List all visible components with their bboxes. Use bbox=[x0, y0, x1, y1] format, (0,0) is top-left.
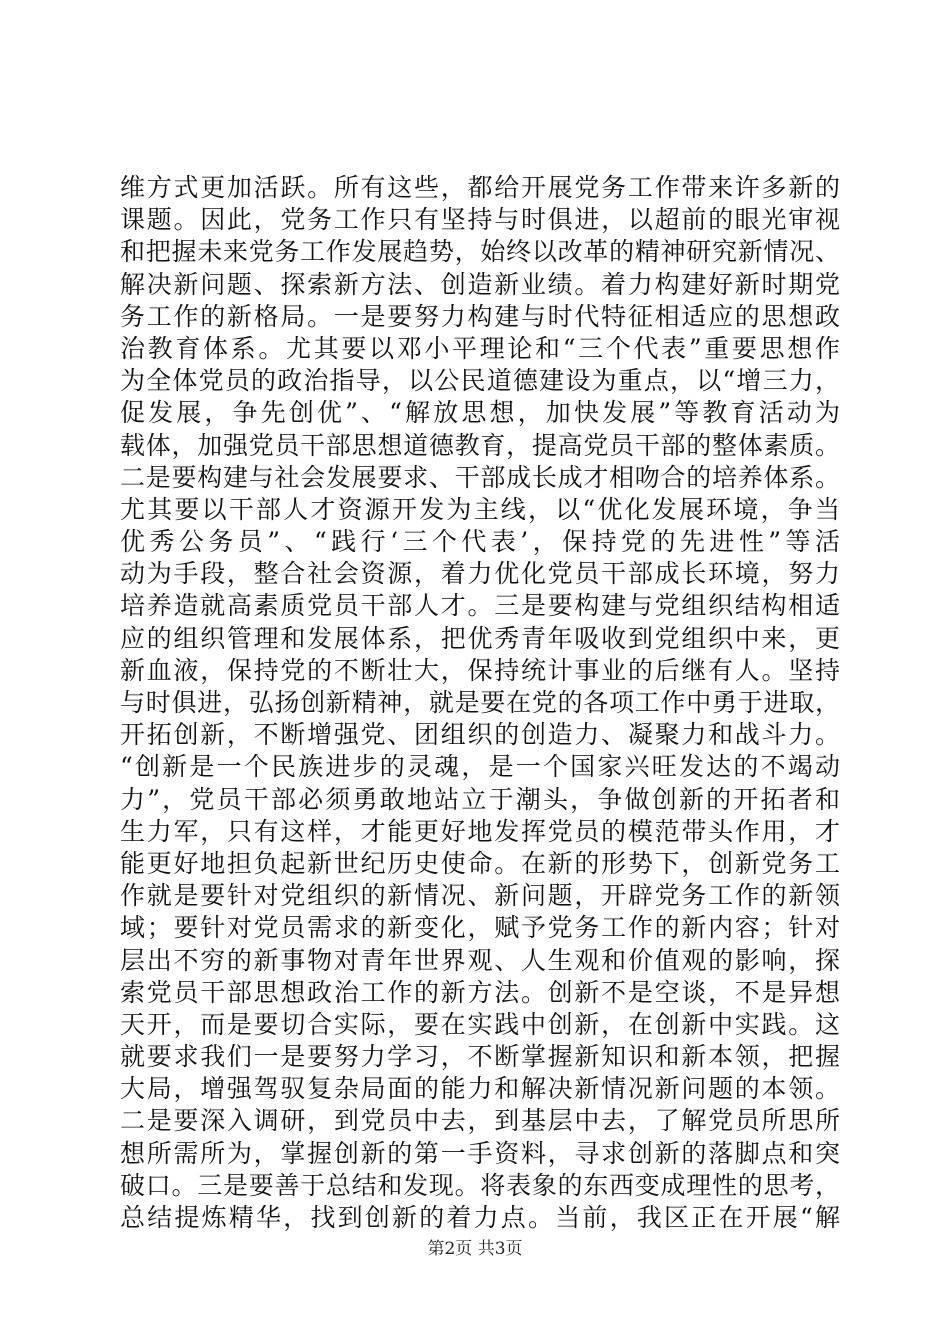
text-line: 维方式更加活跃。所有这些，都给开展党务工作带来许多新的 bbox=[120, 173, 840, 202]
body-text bbox=[120, 172, 840, 1234]
text-line: 促发展，争先创优”、“解放思想，加快发展”等教育活动为 bbox=[120, 398, 840, 428]
text-line: 破口。三是要善于总结和发现。将表象的东西变成理性的思考， bbox=[120, 1170, 840, 1200]
text-line: 培养造就高素质党员干部人才。三是要构建与党组织结构相适 bbox=[120, 591, 840, 621]
text-line: 尤其要以干部人才资源开发为主线，以“优化发展环境，争当 bbox=[120, 494, 840, 524]
text-line: 总结提炼精华，找到创新的着力点。当前，我区正在开展“解 bbox=[120, 1203, 840, 1232]
text-line: 和把握未来党务工作发展趋势，始终以改革的精神研究新情况、 bbox=[120, 237, 840, 267]
text-line: 就要求我们一是要努力学习，不断掌握新知识和新本领，把握 bbox=[120, 1042, 840, 1072]
text-line: 二是要深入调研，到党员中去，到基层中去，了解党员所思所 bbox=[120, 1106, 840, 1136]
text-line: “创新是一个民族进步的灵魂，是一个国家兴旺发达的不竭动 bbox=[120, 752, 840, 782]
text-line: 务工作的新格局。一是要努力构建与时代特征相适应的思想政 bbox=[120, 301, 840, 331]
text-line: 力”，党员干部必须勇敢地站立于潮头，争做创新的开拓者和 bbox=[120, 784, 840, 814]
page-footer: 第2页 共3页 bbox=[427, 1239, 523, 1259]
text-line: 载体，加强党员干部思想道德教育，提高党员干部的整体素质。 bbox=[120, 430, 840, 460]
text-line: 应的组织管理和发展体系，把优秀青年吸收到党组织中来，更 bbox=[120, 623, 840, 653]
text-line: 作就是要针对党组织的新情况、新问题，开辟党务工作的新领 bbox=[120, 881, 840, 911]
text-line: 层出不穷的新事物对青年世界观、人生观和价值观的影响，探 bbox=[120, 945, 840, 975]
text-line: 课题。因此，党务工作只有坚持与时俱进，以超前的眼光审视 bbox=[120, 205, 840, 235]
text-line: 大局，增强驾驭复杂局面的能力和解决新情况新问题的本领。 bbox=[120, 1074, 840, 1104]
text-line: 为全体党员的政治指导，以公民道德建设为重点，以“增三力， bbox=[120, 366, 840, 396]
text-line: 新血液，保持党的不断壮大，保持统计事业的后继有人。坚持 bbox=[120, 655, 840, 685]
text-line: 治教育体系。尤其要以邓小平理论和“三个代表”重要思想作 bbox=[120, 333, 840, 363]
text-line: 生力军，只有这样，才能更好地发挥党员的模范带头作用，才 bbox=[120, 816, 840, 846]
text-line: 索党员干部思想政治工作的新方法。创新不是空谈，不是异想 bbox=[120, 977, 840, 1007]
text-line: 解决新问题、探索新方法、创造新业绩。着力构建好新时期党 bbox=[120, 269, 840, 299]
text-line: 开拓创新，不断增强党、团组织的创造力、凝聚力和战斗力。 bbox=[120, 720, 840, 750]
text-line: 域；要针对党员需求的新变化，赋予党务工作的新内容；针对 bbox=[120, 913, 840, 943]
text-line: 动为手段，整合社会资源，着力优化党员干部成长环境，努力 bbox=[120, 559, 840, 589]
text-line: 优秀公务员”、“践行‘三个代表’，保持党的先进性”等活 bbox=[120, 527, 840, 557]
text-line: 能更好地担负起新世纪历史使命。在新的形势下，创新党务工 bbox=[120, 848, 840, 878]
text-line: 与时俱进，弘扬创新精神，就是要在党的各项工作中勇于进取， bbox=[120, 688, 840, 717]
text-line: 天开，而是要切合实际，要在实践中创新，在创新中实践。这 bbox=[120, 1009, 840, 1039]
text-line: 想所需所为，掌握创新的第一手资料，寻求创新的落脚点和突 bbox=[120, 1138, 840, 1168]
text-line: 二是要构建与社会发展要求、干部成长成才相吻合的培养体系。 bbox=[120, 462, 840, 492]
